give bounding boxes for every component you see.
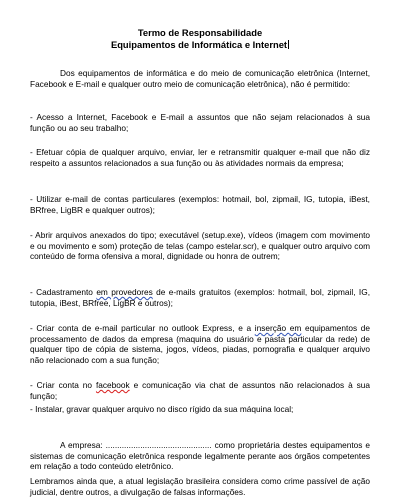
item-attachments: - Abrir arquivos anexados do tipo; executável (setup.exe), vídeos (imagem com movimento e ou movimento e som) proteção de telas (campo estelar.scr), e qualquer outro arquivo com conteúdo de forma ofensiva a moral, dignidade ou honra de outrem; — [30, 230, 370, 261]
document-title — [30, 27, 370, 51]
item-free-email — [30, 287, 370, 308]
item-copy-files: - Efetuar cópia de qualquer arquivo, enviar, ler e retransmitir qualquer e-mail que não diz respeito a assuntos relacionados a sua função ou às atividades normais da empresa; — [30, 147, 370, 168]
item-install: - Instalar, gravar qualquer arquivo no disco rígido da sua máquina local; — [30, 404, 294, 414]
title-line-2-text: Equipamentos de Informática e Internet — [110, 39, 288, 50]
item-outlook-b: inserção em — [254, 323, 302, 333]
intro-paragraph: Dos equipamentos de informática e do meio de comunicação eletrônica (Internet, Facebook e E-mail e qualquer outro meio de comunicação eletrônica), não é permitido: — [30, 68, 370, 89]
closing-paragraph-1: A empresa: .............................................. como proprietária destes equipamentos e sistemas de comunicação eletrônica responde legalmente perante aos órgãos competentes em relação a todo conteúdo eletrônico. — [30, 440, 370, 471]
item-facebook-a: - Criar conta no — [30, 380, 96, 390]
text-cursor — [288, 40, 289, 49]
item-facebook-b: facebook — [95, 380, 130, 390]
item-outlook — [30, 323, 370, 365]
item-facebook-c: e comunicação via chat de assuntos não relacionados à sua função; — [30, 380, 370, 401]
item-free-email-a: - Cadastramento — [30, 287, 97, 297]
item-free-email-b: em provedores — [96, 287, 153, 297]
item-outlook-a: - Criar conta de e-mail particular no outlook Express, e a — [30, 323, 255, 333]
item-outlook-c: equipamentos de processamento de dados da empresa (maquina do usuário e pasta particular da rede) de qualquer tipo de cópia de sistema, jogos, vídeos, piadas, pornografia e qualquer arquivo não relacionado com a sua função; — [30, 323, 370, 365]
item-facebook — [30, 380, 370, 401]
title-line-2 — [30, 39, 370, 51]
item-private-email: - Utilizar e-mail de contas particulares (exemplos: hotmail, bol, zipmail, IG, tutopia, iBest, BRfree, LigBR e qualquer outros); — [30, 194, 370, 215]
title-line-1: Termo de Responsabilidade — [137, 27, 263, 38]
item-free-email-c: de e-mails gratuitos (exemplos: hotmail, bol, zipmail, IG, tutopia, iBest, BRfree, LigBR e outros); — [30, 287, 370, 308]
item-internet: - Acesso a Internet, Facebook e E-mail a assuntos que não sejam relacionados à sua função ou ao seu trabalho; — [30, 112, 370, 133]
closing-paragraph-2: Lembramos ainda que, a atual legislação brasileira considera como crime passível de ação judicial, dentre outros, a divulgação de falsas informações. — [30, 476, 370, 497]
